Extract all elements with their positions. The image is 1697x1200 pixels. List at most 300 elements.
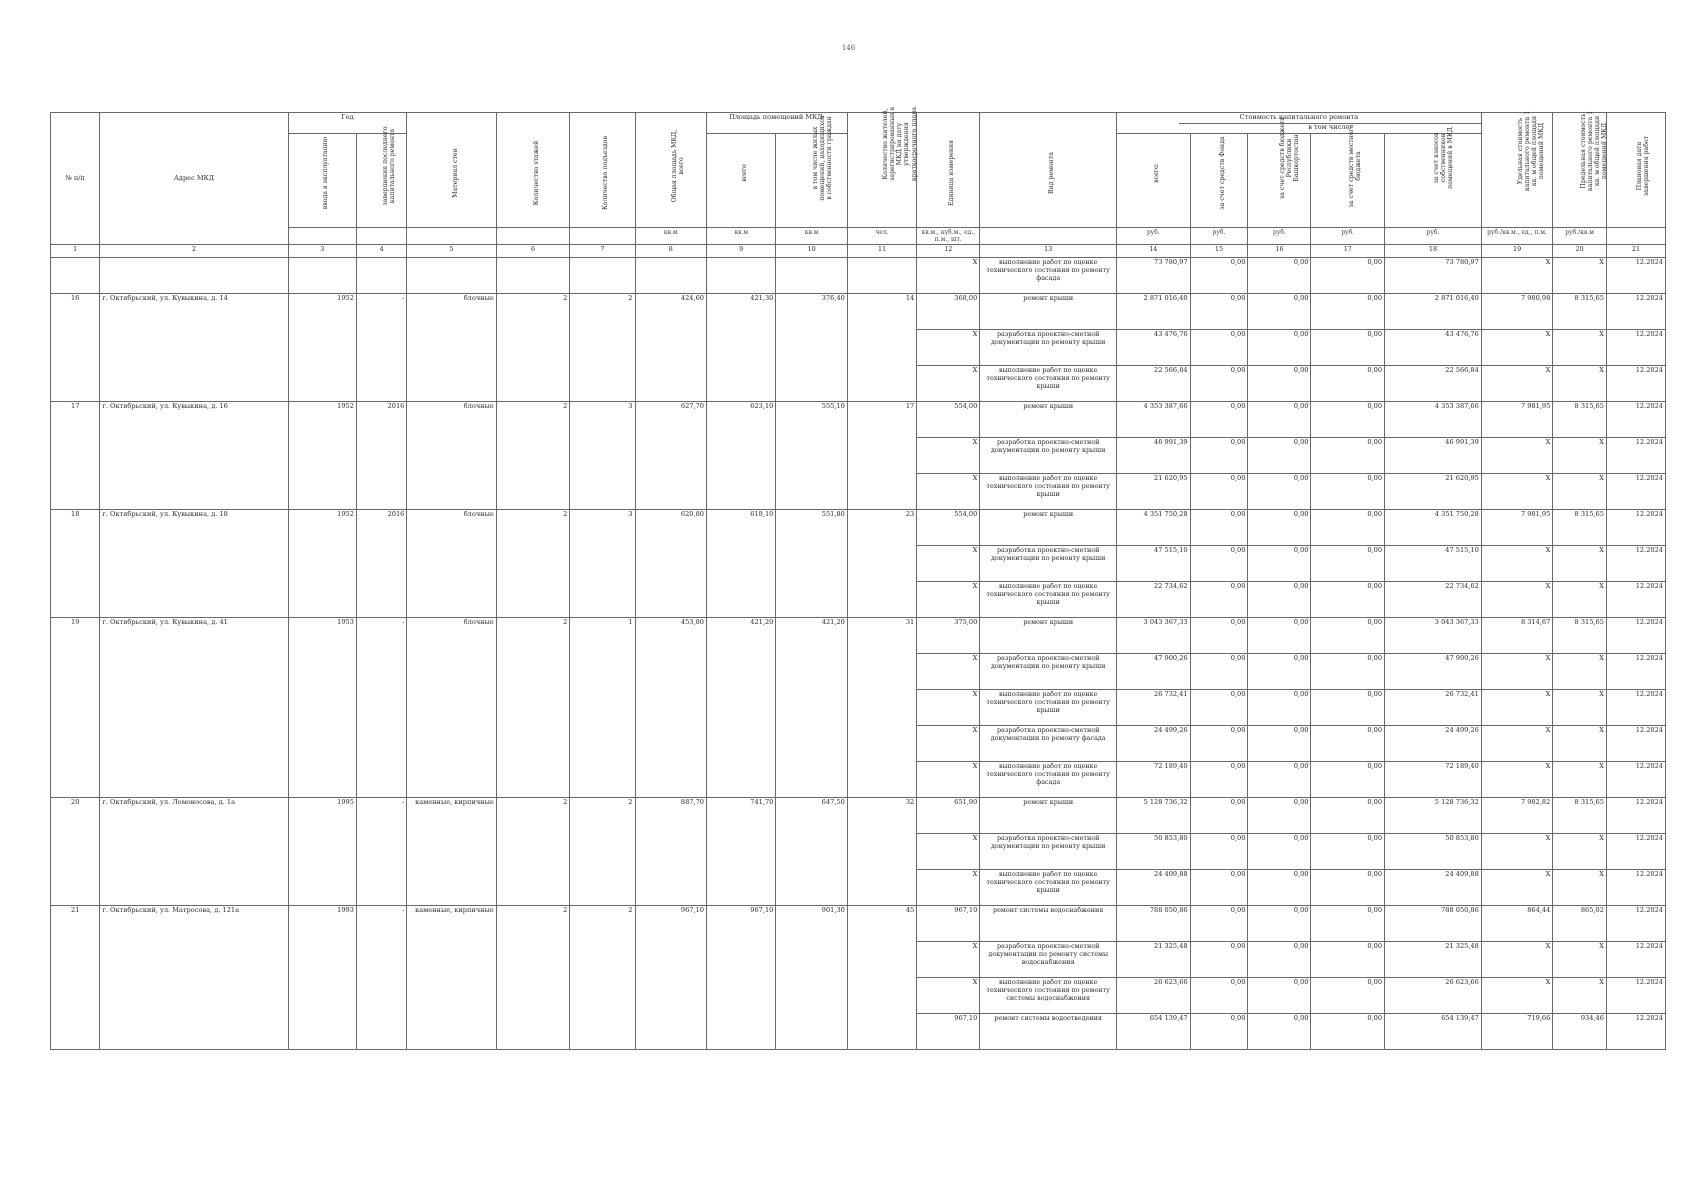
work-quantity: X	[917, 978, 980, 1014]
max-cost: 8 315,65	[1553, 402, 1607, 438]
entrance-count: 2	[570, 798, 635, 906]
cost-republic: 0,00	[1248, 978, 1311, 1014]
resident-count: 32	[847, 798, 916, 906]
unit-cell: руб./кв.м	[1553, 227, 1607, 244]
column-number: 17	[1311, 245, 1385, 258]
cost-owners: 26 623,66	[1385, 978, 1482, 1014]
total-area: 620,80	[635, 510, 706, 618]
unit-cost: X	[1481, 762, 1552, 798]
completion-date: 12.2024	[1606, 870, 1665, 906]
column-number: 19	[1481, 245, 1552, 258]
column-number: 7	[570, 245, 635, 258]
floor-count: 2	[496, 510, 570, 618]
premises-area: 967,10	[706, 906, 775, 1050]
header-year-last-repair: завершения последнего капитального ремонта	[356, 133, 406, 227]
table-row	[51, 510, 1666, 546]
completion-date: 12.2024	[1606, 294, 1665, 330]
cost-fund: 0,00	[1190, 978, 1248, 1014]
cost-local: 0,00	[1311, 474, 1385, 510]
cost-owners: 4 351 750,28	[1385, 510, 1482, 546]
cost-fund: 0,00	[1190, 546, 1248, 582]
cost-owners: 5 128 736,32	[1385, 798, 1482, 834]
cost-fund: 0,00	[1190, 402, 1248, 438]
cost-local: 0,00	[1311, 690, 1385, 726]
max-cost: X	[1553, 762, 1607, 798]
cost-republic: 0,00	[1248, 618, 1311, 654]
cost-local: 0,00	[1311, 978, 1385, 1014]
cost-republic: 0,00	[1248, 330, 1311, 366]
cost-total: 72 189,40	[1117, 762, 1191, 798]
cost-owners: 50 853,80	[1385, 834, 1482, 870]
header-floors: Количество этажей	[496, 113, 570, 228]
completion-date: 12.2024	[1606, 906, 1665, 942]
cost-republic: 0,00	[1248, 438, 1311, 474]
entrance-count: 1	[570, 618, 635, 798]
header-entrances: Количество подъездов	[570, 113, 635, 228]
last-repair-year: -	[356, 294, 406, 402]
completion-date: 12.2024	[1606, 582, 1665, 618]
cost-republic: 0,00	[1248, 726, 1311, 762]
header-work-type: Вид ремонта	[980, 113, 1117, 228]
cost-total: 21 325,48	[1117, 942, 1191, 978]
total-area	[635, 258, 706, 294]
header-total-area: Общая площадь МКД, всего	[635, 113, 706, 228]
cost-local: 0,00	[1311, 402, 1385, 438]
header-premises-total: всего	[706, 133, 775, 227]
cost-total: 46 991,39	[1117, 438, 1191, 474]
work-quantity: X	[917, 870, 980, 906]
unit-cost: X	[1481, 546, 1552, 582]
cost-local: 0,00	[1311, 798, 1385, 834]
last-repair-year: 2016	[356, 402, 406, 510]
work-type: ремонт крыши	[980, 798, 1117, 834]
cost-republic: 0,00	[1248, 510, 1311, 546]
last-repair-year: -	[356, 906, 406, 1050]
premises-area: 618,10	[706, 510, 775, 618]
house-number: 20	[51, 798, 100, 906]
work-type: разработка проектно-сметной документации по ремонту крыши	[980, 438, 1117, 474]
repair-plan-table	[50, 107, 1666, 1050]
cost-owners: 2 871 016,40	[1385, 294, 1482, 330]
completion-date: 12.2024	[1606, 258, 1665, 294]
house-address: г. Октябрьский, ул. Кувыкина, д. 41	[100, 618, 288, 798]
unit-cell	[288, 227, 356, 244]
cost-total: 22 734,62	[1117, 582, 1191, 618]
unit-cell	[496, 227, 570, 244]
unit-cost: X	[1481, 474, 1552, 510]
max-cost: X	[1553, 330, 1607, 366]
column-number: 4	[356, 245, 406, 258]
cost-local: 0,00	[1311, 1014, 1385, 1050]
cost-owners: 72 189,40	[1385, 762, 1482, 798]
work-type: ремонт крыши	[980, 618, 1117, 654]
house-address: г. Октябрьский, ул. Кувыкина, д. 14	[100, 294, 288, 402]
unit-cell: руб.	[1248, 227, 1311, 244]
house-number: 17	[51, 402, 100, 510]
house-address: г. Октябрьский, ул. Кувыкина, д. 18	[100, 510, 288, 618]
work-type: разработка проектно-сметной документации по ремонту крыши	[980, 834, 1117, 870]
header-cost-owners: за счет взносов собственников помещений в МКД	[1385, 133, 1482, 227]
cost-owners: 3 043 367,33	[1385, 618, 1482, 654]
cost-total: 22 566,84	[1117, 366, 1191, 402]
wall-material: каменные, кирпичные	[407, 906, 496, 1050]
total-area: 627,70	[635, 402, 706, 510]
cost-total: 2 871 016,40	[1117, 294, 1191, 330]
work-quantity: X	[917, 546, 980, 582]
total-area: 453,80	[635, 618, 706, 798]
unit-cost: X	[1481, 330, 1552, 366]
wall-material: блочные	[407, 402, 496, 510]
work-type: выполнение работ по оценке технического состояния по ремонту системы водоснабжения	[980, 978, 1117, 1014]
work-quantity: X	[917, 330, 980, 366]
column-number: 1	[51, 245, 100, 258]
max-cost: X	[1553, 258, 1607, 294]
commission-year: 1952	[288, 294, 356, 402]
header-num: № п/п	[51, 113, 100, 245]
work-type: ремонт системы водоотведения	[980, 1014, 1117, 1050]
table-row	[51, 294, 1666, 330]
cost-republic: 0,00	[1248, 834, 1311, 870]
cost-owners: 43 476,76	[1385, 330, 1482, 366]
work-type: ремонт крыши	[980, 510, 1117, 546]
completion-date: 12.2024	[1606, 942, 1665, 978]
cost-total: 47 900,26	[1117, 654, 1191, 690]
cost-fund: 0,00	[1190, 582, 1248, 618]
resident-count	[847, 258, 916, 294]
cost-local: 0,00	[1311, 654, 1385, 690]
cost-fund: 0,00	[1190, 258, 1248, 294]
cost-republic: 0,00	[1248, 870, 1311, 906]
work-type: ремонт системы водоснабжения	[980, 906, 1117, 942]
unit-cost: 719,66	[1481, 1014, 1552, 1050]
work-type: выполнение работ по оценке технического состояния по ремонту крыши	[980, 582, 1117, 618]
header-deadline: Плановая дата завершения работ	[1606, 113, 1665, 228]
house-address: г. Октябрьский, ул. Матросова, д. 121а	[100, 906, 288, 1050]
header-year-group: Год	[288, 113, 407, 134]
cost-fund: 0,00	[1190, 762, 1248, 798]
cost-republic: 0,00	[1248, 690, 1311, 726]
cost-owners: 73 780,97	[1385, 258, 1482, 294]
header-max-cost: Предельная стоимость капитального ремонта 1 кв. м общей площади помещений МКД	[1553, 113, 1607, 228]
entrance-count: 2	[570, 294, 635, 402]
unit-cost: 7 981,95	[1481, 402, 1552, 438]
cost-local: 0,00	[1311, 582, 1385, 618]
unit-cell: руб./кв.м., ед., п.м.	[1481, 227, 1552, 244]
cost-owners: 21 325,48	[1385, 942, 1482, 978]
max-cost: 8 315,65	[1553, 618, 1607, 654]
work-type: выполнение работ по оценке технического состояния по ремонту крыши	[980, 366, 1117, 402]
column-number: 3	[288, 245, 356, 258]
header-wall-material: Материал стен	[407, 113, 496, 228]
floor-count: 2	[496, 618, 570, 798]
column-number: 15	[1190, 245, 1248, 258]
work-quantity: X	[917, 438, 980, 474]
cost-local: 0,00	[1311, 726, 1385, 762]
cost-total: 50 853,80	[1117, 834, 1191, 870]
cost-total: 73 780,97	[1117, 258, 1191, 294]
cost-owners: 24 409,88	[1385, 870, 1482, 906]
last-repair-year: 2016	[356, 510, 406, 618]
max-cost: 934,46	[1553, 1014, 1607, 1050]
last-repair-year: -	[356, 618, 406, 798]
house-address: г. Октябрьский, ул. Кувыкина, д. 16	[100, 402, 288, 510]
cost-republic: 0,00	[1248, 762, 1311, 798]
column-number: 6	[496, 245, 570, 258]
cost-local: 0,00	[1311, 762, 1385, 798]
wall-material: блочные	[407, 510, 496, 618]
cost-fund: 0,00	[1190, 726, 1248, 762]
floor-count: 2	[496, 402, 570, 510]
unit-cell: кв.м	[635, 227, 706, 244]
unit-cost: X	[1481, 690, 1552, 726]
work-type: ремонт крыши	[980, 294, 1117, 330]
work-quantity: X	[917, 474, 980, 510]
cost-fund: 0,00	[1190, 654, 1248, 690]
max-cost: X	[1553, 726, 1607, 762]
table-row	[51, 258, 1666, 294]
cost-fund: 0,00	[1190, 834, 1248, 870]
cost-local: 0,00	[1311, 546, 1385, 582]
work-type: выполнение работ по оценке технического состояния по ремонту крыши	[980, 870, 1117, 906]
house-number: 19	[51, 618, 100, 798]
unit-cell	[980, 227, 1117, 244]
premises-area: 421,20	[706, 618, 775, 798]
cost-local: 0,00	[1311, 870, 1385, 906]
table-row	[51, 798, 1666, 834]
cost-total: 654 139,47	[1117, 1014, 1191, 1050]
completion-date: 12.2024	[1606, 366, 1665, 402]
work-quantity: X	[917, 942, 980, 978]
cost-total: 26 623,66	[1117, 978, 1191, 1014]
cost-owners: 47 515,10	[1385, 546, 1482, 582]
work-quantity: X	[917, 726, 980, 762]
header-year-commission: ввода в эксплуатацию	[288, 133, 356, 227]
header-cost-republic: за счет средств бюджета Республики Башкортостан	[1248, 133, 1311, 227]
house-address: г. Октябрьский, ул. Ломоносова, д. 1а	[100, 798, 288, 906]
max-cost: X	[1553, 690, 1607, 726]
cost-total: 47 515,10	[1117, 546, 1191, 582]
header-premises-residential: в том числе жилых помещений, находящихся в собственности граждан	[776, 133, 847, 227]
header-cost-group: Стоимость капитального ремонта в том числе:	[1117, 113, 1482, 134]
header-premises-group: Площадь помещений МКД:	[706, 113, 847, 134]
unit-cost: X	[1481, 438, 1552, 474]
unit-cell: руб.	[1311, 227, 1385, 244]
table-body	[51, 258, 1666, 1050]
unit-cell	[570, 227, 635, 244]
last-repair-year: -	[356, 798, 406, 906]
unit-cost: X	[1481, 978, 1552, 1014]
work-type: выполнение работ по оценке технического состояния по ремонту крыши	[980, 474, 1117, 510]
max-cost: X	[1553, 474, 1607, 510]
completion-date: 12.2024	[1606, 402, 1665, 438]
unit-cost: 7 982,82	[1481, 798, 1552, 834]
completion-date: 12.2024	[1606, 474, 1665, 510]
table-row	[51, 906, 1666, 942]
column-number: 2	[100, 245, 288, 258]
work-quantity: X	[917, 258, 980, 294]
table-row	[51, 618, 1666, 654]
commission-year: 1952	[288, 402, 356, 510]
max-cost: X	[1553, 942, 1607, 978]
unit-cost: 8 314,67	[1481, 618, 1552, 654]
residential-area: 421,20	[776, 618, 847, 798]
header-cost-incl: в том числе:	[1179, 123, 1481, 132]
unit-cost: 7 980,98	[1481, 294, 1552, 330]
work-quantity: X	[917, 834, 980, 870]
unit-cell: кв.м	[776, 227, 847, 244]
column-number: 11	[847, 245, 916, 258]
residential-area: 901,30	[776, 906, 847, 1050]
cost-total: 24 499,26	[1117, 726, 1191, 762]
cost-owners: 46 991,39	[1385, 438, 1482, 474]
resident-count: 23	[847, 510, 916, 618]
entrance-count: 3	[570, 402, 635, 510]
unit-cost: X	[1481, 870, 1552, 906]
cost-local: 0,00	[1311, 834, 1385, 870]
work-type: разработка проектно-сметной документации по ремонту крыши	[980, 330, 1117, 366]
unit-cost: X	[1481, 726, 1552, 762]
page-number: 146	[841, 44, 856, 52]
column-number: 16	[1248, 245, 1311, 258]
completion-date: 12.2024	[1606, 726, 1665, 762]
cost-fund: 0,00	[1190, 474, 1248, 510]
unit-cost: X	[1481, 654, 1552, 690]
cost-fund: 0,00	[1190, 906, 1248, 942]
unit-cell: чел.	[847, 227, 916, 244]
work-quantity: X	[917, 366, 980, 402]
resident-count: 31	[847, 618, 916, 798]
cost-republic: 0,00	[1248, 294, 1311, 330]
cost-owners: 22 566,84	[1385, 366, 1482, 402]
column-number: 9	[706, 245, 775, 258]
completion-date: 12.2024	[1606, 798, 1665, 834]
cost-fund: 0,00	[1190, 438, 1248, 474]
premises-area: 623,10	[706, 402, 775, 510]
floor-count: 2	[496, 906, 570, 1050]
resident-count: 14	[847, 294, 916, 402]
max-cost: X	[1553, 366, 1607, 402]
column-number: 21	[1606, 245, 1665, 258]
header-cost-total: всего:	[1117, 133, 1191, 227]
column-number: 5	[407, 245, 496, 258]
completion-date: 12.2024	[1606, 762, 1665, 798]
cost-republic: 0,00	[1248, 1014, 1311, 1050]
cost-total: 5 128 736,32	[1117, 798, 1191, 834]
resident-count: 45	[847, 906, 916, 1050]
cost-owners: 21 620,95	[1385, 474, 1482, 510]
work-quantity: 967,10	[917, 1014, 980, 1050]
cost-owners: 654 139,47	[1385, 1014, 1482, 1050]
work-type: выполнение работ по оценке технического состояния по ремонту фасада	[980, 258, 1117, 294]
residential-area: 551,80	[776, 510, 847, 618]
total-area: 967,10	[635, 906, 706, 1050]
cost-fund: 0,00	[1190, 942, 1248, 978]
work-quantity: 967,10	[917, 906, 980, 942]
work-quantity: 651,90	[917, 798, 980, 834]
unit-cell	[1606, 227, 1665, 244]
cost-total: 3 043 367,33	[1117, 618, 1191, 654]
residential-area: 555,10	[776, 402, 847, 510]
total-area: 424,60	[635, 294, 706, 402]
work-quantity: X	[917, 690, 980, 726]
max-cost: X	[1553, 438, 1607, 474]
cost-owners: 4 353 387,66	[1385, 402, 1482, 438]
cost-total: 21 620,95	[1117, 474, 1191, 510]
cost-republic: 0,00	[1248, 546, 1311, 582]
total-area: 887,70	[635, 798, 706, 906]
cost-owners: 47 900,26	[1385, 654, 1482, 690]
unit-cell: кв.м	[706, 227, 775, 244]
cost-fund: 0,00	[1190, 870, 1248, 906]
unit-cell: кв.м., куб.м., ед., п.м., шт.	[917, 227, 980, 244]
commission-year	[288, 258, 356, 294]
work-type: выполнение работ по оценке технического состояния по ремонту крыши	[980, 690, 1117, 726]
cost-local: 0,00	[1311, 258, 1385, 294]
cost-total: 26 732,41	[1117, 690, 1191, 726]
residential-area: 376,40	[776, 294, 847, 402]
completion-date: 12.2024	[1606, 690, 1665, 726]
unit-cost: X	[1481, 942, 1552, 978]
column-number: 10	[776, 245, 847, 258]
work-quantity: X	[917, 654, 980, 690]
work-type: разработка проектно-сметной документации по ремонту крыши	[980, 546, 1117, 582]
cost-republic: 0,00	[1248, 258, 1311, 294]
header-unit: Единица измерения	[917, 113, 980, 228]
max-cost: 8 315,65	[1553, 510, 1607, 546]
unit-cost: 7 981,95	[1481, 510, 1552, 546]
cost-owners: 22 734,62	[1385, 582, 1482, 618]
cost-fund: 0,00	[1190, 1014, 1248, 1050]
cost-fund: 0,00	[1190, 330, 1248, 366]
cost-republic: 0,00	[1248, 474, 1311, 510]
residential-area	[776, 258, 847, 294]
premises-area	[706, 258, 775, 294]
cost-fund: 0,00	[1190, 690, 1248, 726]
cost-owners: 788 050,86	[1385, 906, 1482, 942]
cost-fund: 0,00	[1190, 798, 1248, 834]
unit-cost: X	[1481, 582, 1552, 618]
commission-year: 1952	[288, 510, 356, 618]
unit-cell	[407, 227, 496, 244]
cost-total: 4 353 387,66	[1117, 402, 1191, 438]
cost-owners: 26 732,41	[1385, 690, 1482, 726]
unit-cell: руб.	[1190, 227, 1248, 244]
cost-local: 0,00	[1311, 438, 1385, 474]
premises-area: 421,30	[706, 294, 775, 402]
cost-total: 24 409,88	[1117, 870, 1191, 906]
completion-date: 12.2024	[1606, 1014, 1665, 1050]
work-quantity: 554,00	[917, 510, 980, 546]
last-repair-year	[356, 258, 406, 294]
completion-date: 12.2024	[1606, 546, 1665, 582]
unit-cell: руб.	[1385, 227, 1482, 244]
unit-cost: X	[1481, 366, 1552, 402]
max-cost: 8 315,65	[1553, 294, 1607, 330]
entrance-count: 3	[570, 510, 635, 618]
column-number: 8	[635, 245, 706, 258]
header-residents: Количество жителей, зарегистрированных в МКД на дату утверждения краткосрочного плана	[847, 113, 916, 228]
max-cost: X	[1553, 582, 1607, 618]
house-number: 21	[51, 906, 100, 1050]
floor-count	[496, 258, 570, 294]
cost-republic: 0,00	[1248, 402, 1311, 438]
completion-date: 12.2024	[1606, 618, 1665, 654]
cost-fund: 0,00	[1190, 510, 1248, 546]
cost-local: 0,00	[1311, 330, 1385, 366]
max-cost: X	[1553, 654, 1607, 690]
cost-local: 0,00	[1311, 366, 1385, 402]
cost-republic: 0,00	[1248, 366, 1311, 402]
